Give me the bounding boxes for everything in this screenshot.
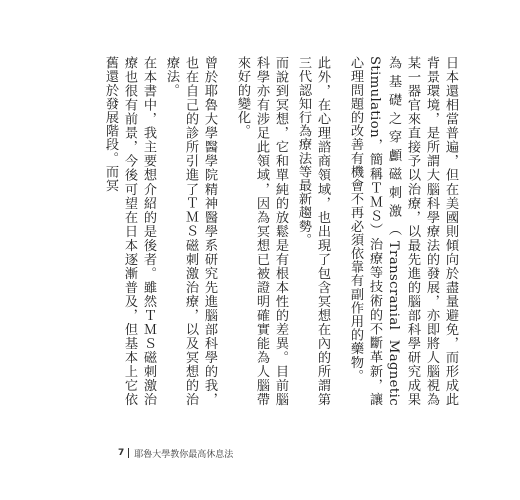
paragraph-4: 曾於耶魯大學醫學院精神醫學系研究先進腦部科學的我，也在自己的診所引進了ＴＭＳ磁刺激治療，以及冥想的治療法。 bbox=[164, 56, 217, 406]
running-book-title: 耶魯大學教你最高休息法 bbox=[134, 449, 234, 460]
page-footer bbox=[118, 446, 233, 460]
paragraph-5: 在本書中，我主要想介紹的是後者。雖然ＴＭＳ磁刺激治療也很有前景，今後可望在日本逐漸普及，但基本上它依舊還於發展階段。而冥 bbox=[103, 56, 156, 406]
footer-divider bbox=[128, 448, 129, 458]
paragraph-1: 日本還相當普遍，但在美國則傾向於盡量避免，而形成此背景環境，是所謂大腦科學療法的發展，亦即將人腦視為某一器官來直接予以治療，以最先進的腦部科學研究成果為基礎之穿顱磁刺激（Transcranial Magnetic Stimulation，簡稱ＴＭＳ）治療等技術的不斷革新，讓心理問題的改善有機會不再必須依靠有副作用的藥物。 bbox=[348, 56, 458, 406]
page-number: 7 bbox=[118, 448, 125, 458]
paragraph-2: 此外，在心理諮商領域，也出現了包含冥想在內的所謂第三代認知行為療法等最新趨勢。 bbox=[296, 56, 330, 406]
paragraph-3: 而說到冥想，它和單純的放鬆是有根本性的差異。目前腦科學亦有涉足此領域，因為冥想已被證明確實能為人腦帶來好的變化。 bbox=[235, 56, 288, 406]
vertical-body-text bbox=[58, 56, 460, 406]
